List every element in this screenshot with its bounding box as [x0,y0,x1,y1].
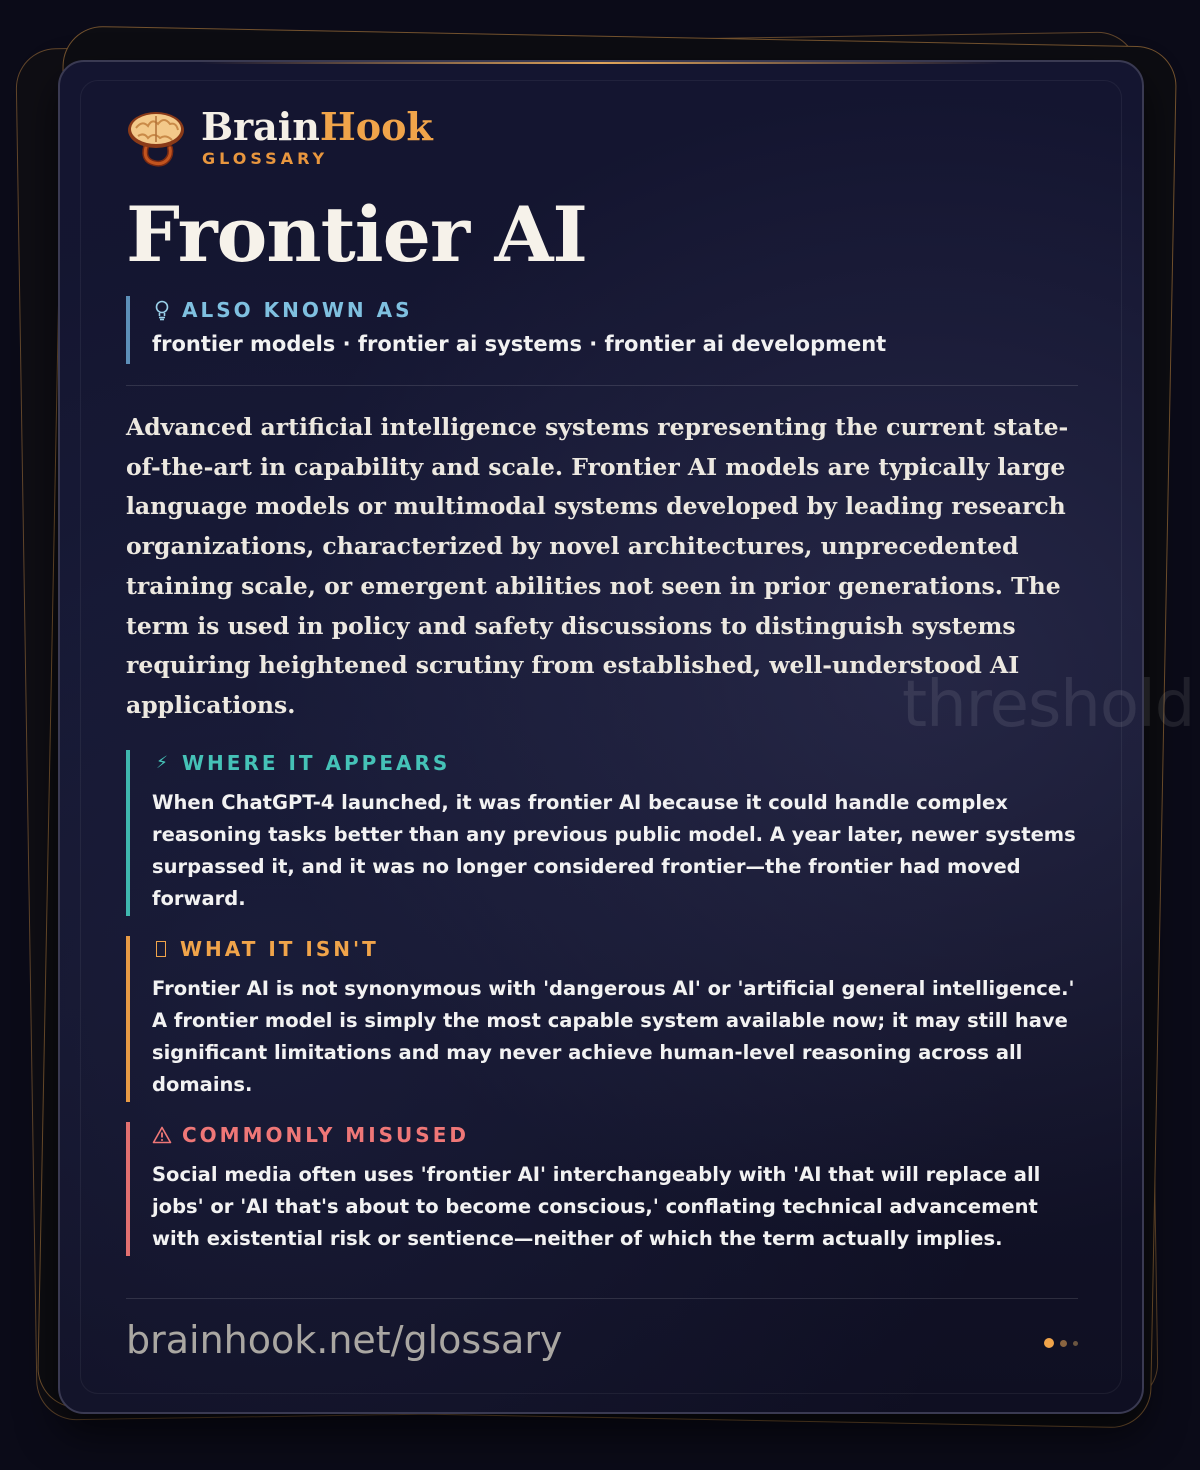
where-it-appears-heading: WHERE IT APPEARS [182,751,451,775]
pagination-dot [1060,1340,1067,1347]
commonly-misused-block [126,1122,1078,1256]
lightning-icon: ⚡ [156,753,168,773]
also-known-as-terms: frontier models · frontier ai systems · frontier ai development [152,332,887,356]
also-known-as-block [126,296,1078,364]
what-it-isnt-body: Frontier AI is not synonymous with 'dangerous AI' or 'artificial general intelligence.' A frontier model is simply the most capable system available now; it may still have significant limitations and may never achieve human-level reasoning across all domains. [152,977,1075,1096]
commonly-misused-heading: COMMONLY MISUSED [182,1123,469,1147]
pagination-dot [1073,1341,1078,1346]
brand-name [201,104,433,149]
pagination-dots [1044,1338,1078,1348]
missing-glyph-icon [156,941,166,957]
what-it-isnt-heading: WHAT IT ISN'T [180,937,379,961]
footer-divider [126,1298,1078,1299]
footer-url[interactable]: brainhook.net/glossary [126,1318,563,1362]
warning-icon [152,1126,172,1144]
what-it-isnt-block [126,936,1078,1102]
also-known-as-heading-row [152,298,1078,322]
glossary-card [58,60,1195,1414]
also-known-as-heading: ALSO KNOWN AS [182,298,413,322]
commonly-misused-body: Social media often uses 'frontier AI' interchangeably with 'AI that will replace all jobs' or 'AI that's about to become conscious,' conflating technical advancement with existential risk or sentience—neither of which the term actually implies. [152,1163,1041,1250]
term-definition: Advanced artificial intelligence systems representing the current state-of-the-art in capability and scale. Frontier AI models are typically large language models or multimodal systems developed by leading research organizations, characterized by novel architectures, unprecedented training scale, or emergent abilities not seen in prior generations. The term is used in policy and safety discussions to distinguish systems requiring heightened scrutiny from established, well-understood AI applications. [126,413,1069,719]
brand-header [126,104,546,168]
brand-name-part1: Brain [201,104,320,149]
section-divider [126,385,1078,386]
brand-name-part2: Hook [319,104,433,149]
where-it-appears-heading-row [152,751,1078,775]
brand-subtitle: GLOSSARY [202,149,329,168]
where-it-appears-block [126,750,1078,916]
term-title: Frontier AI [126,190,587,279]
what-it-isnt-heading-row [152,937,1078,961]
brain-hook-icon [126,108,186,168]
where-it-appears-body: When ChatGPT-4 launched, it was frontier AI because it could handle complex reasoning tasks better than any previous public model. A year later, newer systems surpassed it, and it was no longer considered frontier—the frontier had moved forward. [152,791,1076,910]
lightbulb-icon [152,299,172,321]
commonly-misused-heading-row [152,1123,1078,1147]
background-watermark-text: threshold [902,668,1195,742]
pagination-dot-active [1044,1338,1054,1348]
